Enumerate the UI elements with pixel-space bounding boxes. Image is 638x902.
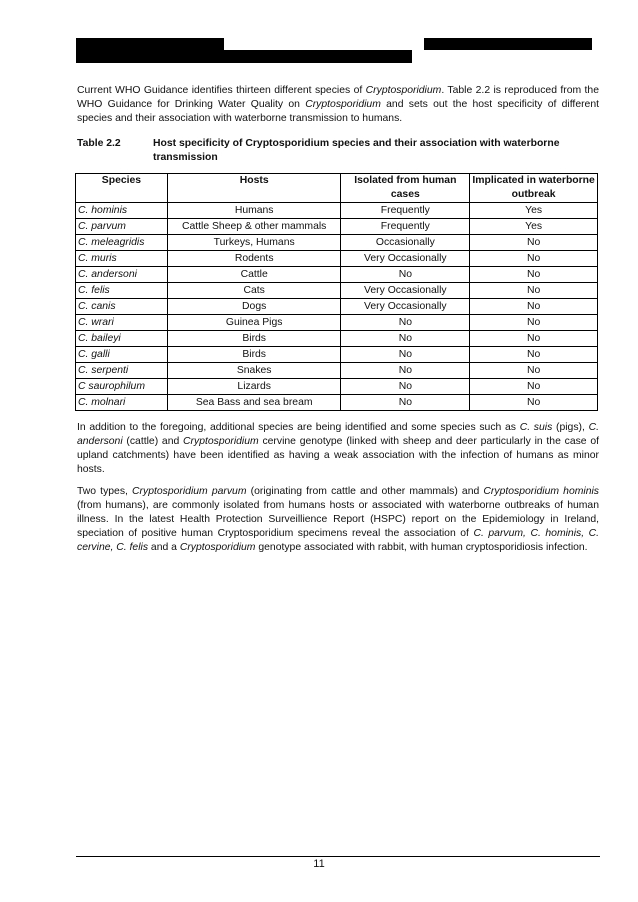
hosts-cell: Humans — [167, 203, 341, 219]
table-title: Host specificity of Cryptosporidium species and their association with waterborne transmission — [153, 138, 560, 163]
italic-run: Cryptosporidium — [183, 436, 259, 447]
table-row — [76, 203, 598, 219]
hosts-cell: Dogs — [167, 299, 341, 315]
table-number: Table 2.2 — [77, 138, 121, 149]
text-run: and sets out the host specificity of different species and their association with waterborne transmission to humans. — [77, 99, 600, 124]
waterborne-cell: No — [470, 331, 598, 347]
isolated-cell: No — [341, 379, 470, 395]
isolated-cell: No — [341, 395, 470, 411]
isolated-cell: No — [341, 315, 470, 331]
species-cell: C. muris — [76, 251, 168, 267]
waterborne-cell: No — [470, 267, 598, 283]
column-header: Implicated in waterborne outbreak — [470, 174, 598, 203]
column-header: Hosts — [167, 174, 341, 203]
isolated-cell: No — [341, 347, 470, 363]
text-run: (pigs), — [552, 422, 589, 433]
text-run: In addition to the foregoing, additional species are being identified and some species such as — [77, 422, 520, 433]
waterborne-cell: No — [470, 299, 598, 315]
table-row — [76, 299, 598, 315]
isolated-cell: No — [341, 363, 470, 379]
text-run: and a — [148, 542, 180, 553]
species-cell: C. meleagridis — [76, 235, 168, 251]
isolated-cell: Very Occasionally — [341, 299, 470, 315]
text-run: Two types, — [77, 486, 133, 497]
waterborne-cell: Yes — [470, 203, 598, 219]
table-row — [76, 267, 598, 283]
waterborne-cell: No — [470, 251, 598, 267]
hosts-cell: Guinea Pigs — [167, 315, 341, 331]
table-row — [76, 347, 598, 363]
isolated-cell: Frequently — [341, 219, 470, 235]
hosts-cell: Birds — [167, 347, 341, 363]
footer-divider — [76, 856, 600, 857]
italic-run: C. parvum, C. hominis, C. cervine, C. felis — [77, 528, 600, 553]
species-table — [75, 173, 598, 411]
header-redacted-bar — [76, 38, 224, 50]
hosts-cell: Snakes — [167, 363, 341, 379]
waterborne-cell: No — [470, 347, 598, 363]
text-run: . Table 2.2 is reproduced from the WHO Guidance for Drinking Water Quality on — [77, 85, 599, 110]
italic-run: Cryptosporidium — [305, 99, 381, 110]
hosts-cell: Sea Bass and sea bream — [167, 395, 341, 411]
table-row — [76, 283, 598, 299]
italic-run: Cryptosporidium — [179, 542, 256, 553]
species-cell: C. hominis — [76, 203, 168, 219]
species-cell: C. andersoni — [76, 267, 168, 283]
isolated-cell: No — [341, 267, 470, 283]
waterborne-cell: No — [470, 379, 598, 395]
species-cell: C. galli — [76, 347, 168, 363]
waterborne-cell: No — [470, 235, 598, 251]
text-run: (from humans), are commonly isolated from humans hosts or associated with waterborne outbreaks of human illness. In the latest Health Protection Surveillience Report (HSPC) report on the Epidemiology in Ireland, speciation of positive human Cryptosporidium specimens reveal the association of — [77, 500, 599, 539]
text-run: Current WHO Guidance identifies thirteen different species of — [77, 85, 366, 96]
table-header-row — [76, 174, 598, 203]
hosts-cell: Turkeys, Humans — [167, 235, 341, 251]
italic-run: Cryptosporidium parvum — [132, 486, 247, 497]
hosts-cell: Cats — [167, 283, 341, 299]
two-types-paragraph — [77, 485, 599, 555]
hosts-cell: Cattle Sheep & other mammals — [167, 219, 341, 235]
table-row — [76, 251, 598, 267]
waterborne-cell: No — [470, 315, 598, 331]
intro-paragraph — [77, 84, 599, 126]
table-row — [76, 331, 598, 347]
header-redacted-bar — [424, 38, 592, 50]
hosts-cell: Rodents — [167, 251, 341, 267]
italic-run: C. andersoni — [77, 422, 599, 447]
hosts-cell: Birds — [167, 331, 341, 347]
italic-run: C. suis — [519, 422, 553, 433]
isolated-cell: Very Occasionally — [341, 283, 470, 299]
isolated-cell: Occasionally — [341, 235, 470, 251]
waterborne-cell: No — [470, 363, 598, 379]
text-run: cervine genotype (linked with sheep and deer particularly in the case of upland catchments) have been identified as having a weak association with the infection of humans as minor hosts. — [77, 436, 599, 475]
italic-run: Cryptosporidium — [365, 85, 442, 96]
table-row — [76, 363, 598, 379]
table-row — [76, 395, 598, 411]
column-header: Isolated from human cases — [341, 174, 470, 203]
species-cell: C. baileyi — [76, 331, 168, 347]
species-cell: C. wrari — [76, 315, 168, 331]
hosts-cell: Cattle — [167, 267, 341, 283]
table-body — [76, 203, 598, 411]
text-run: genotype associated with rabbit, with human cryptosporidiosis infection. — [255, 542, 588, 553]
text-run: (originating from cattle and other mammals) and — [246, 486, 484, 497]
species-cell: C. canis — [76, 299, 168, 315]
column-header: Species — [76, 174, 168, 203]
species-cell: C saurophilum — [76, 379, 168, 395]
table-row — [76, 379, 598, 395]
text-run: (cattle) and — [122, 436, 184, 447]
waterborne-cell: Yes — [470, 219, 598, 235]
waterborne-cell: No — [470, 283, 598, 299]
waterborne-cell: No — [470, 395, 598, 411]
italic-run: Cryptosporidium hominis — [483, 486, 599, 497]
isolated-cell: Very Occasionally — [341, 251, 470, 267]
additional-species-paragraph — [77, 421, 599, 477]
species-cell: C. molnari — [76, 395, 168, 411]
header-redacted-bar — [76, 50, 412, 63]
hosts-cell: Lizards — [167, 379, 341, 395]
species-cell: C. serpenti — [76, 363, 168, 379]
species-cell: C. parvum — [76, 219, 168, 235]
page-number: 11 — [313, 858, 325, 870]
isolated-cell: Frequently — [341, 203, 470, 219]
table-row — [76, 235, 598, 251]
isolated-cell: No — [341, 331, 470, 347]
table-row — [76, 219, 598, 235]
species-cell: C. felis — [76, 283, 168, 299]
table-row — [76, 315, 598, 331]
